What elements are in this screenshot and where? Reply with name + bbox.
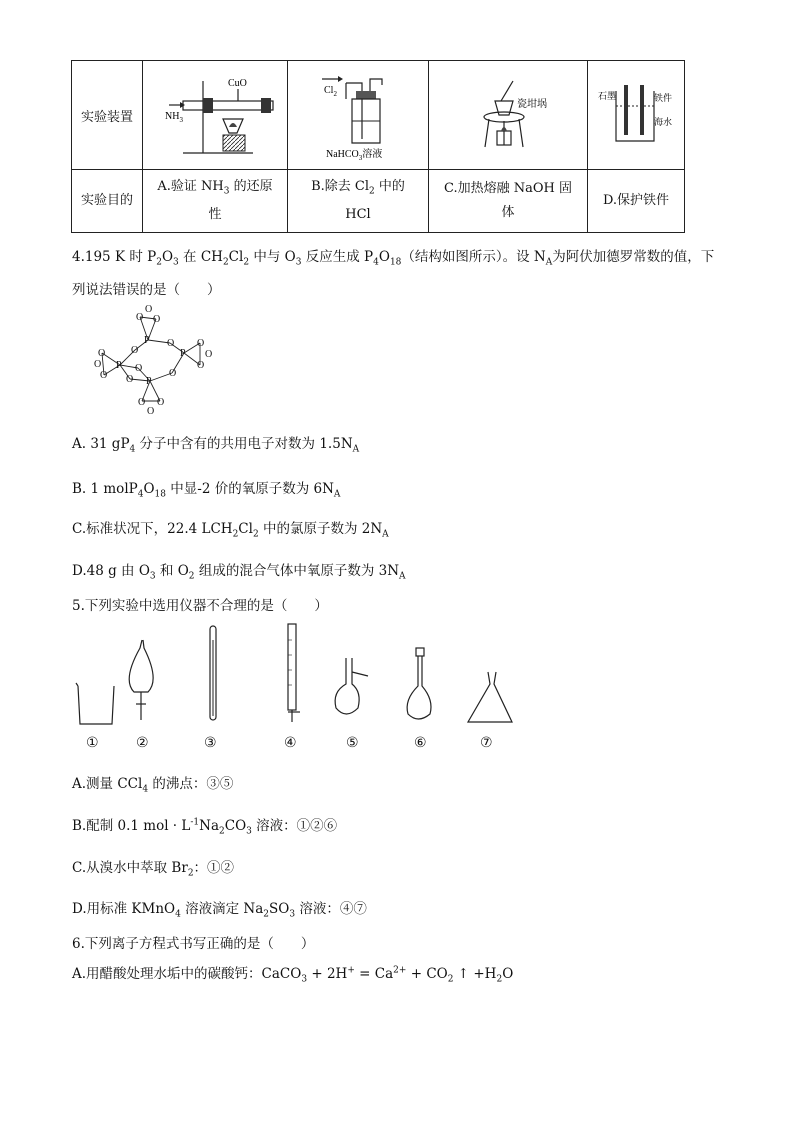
goal-c: C.加热熔融 NaOH 固 体 <box>429 170 588 233</box>
apparatus-c <box>429 61 588 170</box>
svg-text:O: O <box>167 338 175 349</box>
row-head-purpose: 实验目的 <box>72 170 143 233</box>
apparatus-d <box>588 61 685 170</box>
svg-text:P: P <box>116 360 122 371</box>
q5-option-c: C.从溴水中萃取 $Br_2$：①② <box>72 860 235 879</box>
q5-stem: 5.下列实验中选用仪器不合理的是（ ） <box>72 598 328 614</box>
svg-text:O: O <box>197 360 205 371</box>
q5-option-b: B.配制 0.1 mol · $L^{-1}Na_2CO_3$ 溶液：①②⑥ <box>72 817 338 837</box>
instrument-label-2: ② <box>136 735 149 751</box>
goal-d: D.保护铁件 <box>588 170 685 233</box>
instrument-label-1: ① <box>86 735 99 751</box>
q4-option-b: B. 1 $molP_4O_{18}$ 中显-2 价的氧原子数为 $6N_A$ <box>72 481 341 500</box>
svg-text:O: O <box>131 345 139 356</box>
label-cl2: $Cl_2$ <box>324 85 337 98</box>
iron-protection-drawing <box>588 61 684 165</box>
label-nh3: $NH_3$ <box>165 111 183 124</box>
q4-option-d: D.48 g 由 $O_3$ 和 $O_2$ 组成的混合气体中氧原子数为 $3N_A$ <box>72 563 406 582</box>
p4o18-structure-diagram <box>80 305 230 417</box>
svg-text:O: O <box>100 370 108 381</box>
q4-option-c: C.标准状况下，22.4 $LCH_2Cl_2$ 中的氯原子数为 $2N_A$ <box>72 521 389 540</box>
svg-text:O: O <box>157 397 165 408</box>
svg-text:O: O <box>153 314 161 325</box>
apparatus-a <box>143 61 288 170</box>
q5-option-a: A.测量 CCl$_4$ 的沸点：③⑤ <box>72 776 234 795</box>
crucible-heating-drawing <box>429 61 587 165</box>
q4-stem-line1: 4.195 K 时 $P_2O_3$ 在 $CH_2Cl_2$ 中与 $O_3$ 反应生成 $P_4O_{18}$（结构如图所示）。设 $N_A$为阿伏加德罗常数的值，下 <box>72 249 715 268</box>
svg-text:O: O <box>98 348 106 359</box>
svg-text:O: O <box>169 368 177 379</box>
goal-a: A.验证 $NH_3$ 的还原 性 <box>143 170 288 233</box>
apparatus-table <box>71 60 685 233</box>
row-head-apparatus: 实验装置 <box>72 61 143 170</box>
goal-b: B.除去 $Cl_2$ 中的 HCl <box>288 170 429 233</box>
gas-washing-bottle-drawing <box>288 61 428 165</box>
svg-text:O: O <box>126 374 134 385</box>
instrument-label-7: ⑦ <box>480 735 493 751</box>
q4-stem-line2: 列说法错误的是（ ） <box>72 282 221 298</box>
instrument-label-5: ⑤ <box>346 735 359 751</box>
instruments-drawing <box>70 620 530 730</box>
svg-text:O: O <box>145 305 153 315</box>
instrument-label-3: ③ <box>204 735 217 751</box>
svg-text:O: O <box>197 338 205 349</box>
svg-text:O: O <box>205 349 213 360</box>
svg-text:O: O <box>94 359 102 370</box>
apparatus-b <box>288 61 429 170</box>
svg-text:O: O <box>147 406 155 417</box>
label-iron: 铁件 <box>654 94 673 104</box>
label-nahco3: NaHCO$_3$溶液 <box>326 149 383 162</box>
q5-option-d: D.用标准 KMnO$_4$ 溶液滴定 $Na_2SO_3$ 溶液：④⑦ <box>72 901 367 920</box>
label-graphite: 石墨 <box>598 92 617 102</box>
instrument-label-6: ⑥ <box>414 735 427 751</box>
label-crucible: 瓷坩埚 <box>517 99 547 110</box>
instrument-label-4: ④ <box>284 735 297 751</box>
label-cuo: CuO <box>228 78 247 89</box>
svg-text:P: P <box>144 335 150 346</box>
q6-option-a: A.用醋酸处理水垢中的碳酸钙：CaCO$_3$ + $2H^+ = Ca^{2+} + CO_2$ ↑ $+H_2O$ <box>72 965 514 985</box>
q6-stem: 6.下列离子方程式书写正确的是（ ） <box>72 936 315 952</box>
label-seawater: 海水 <box>654 118 673 128</box>
svg-text:O: O <box>136 312 144 323</box>
svg-text:O: O <box>135 363 143 374</box>
q4-option-a: A. 31 $gP_4$ 分子中含有的共用电子对数为 $1.5N_A$ <box>72 436 360 455</box>
svg-text:P: P <box>180 348 186 359</box>
svg-text:P: P <box>146 376 152 387</box>
nh3-cuo-apparatus-drawing <box>143 61 287 165</box>
svg-text:O: O <box>138 397 146 408</box>
